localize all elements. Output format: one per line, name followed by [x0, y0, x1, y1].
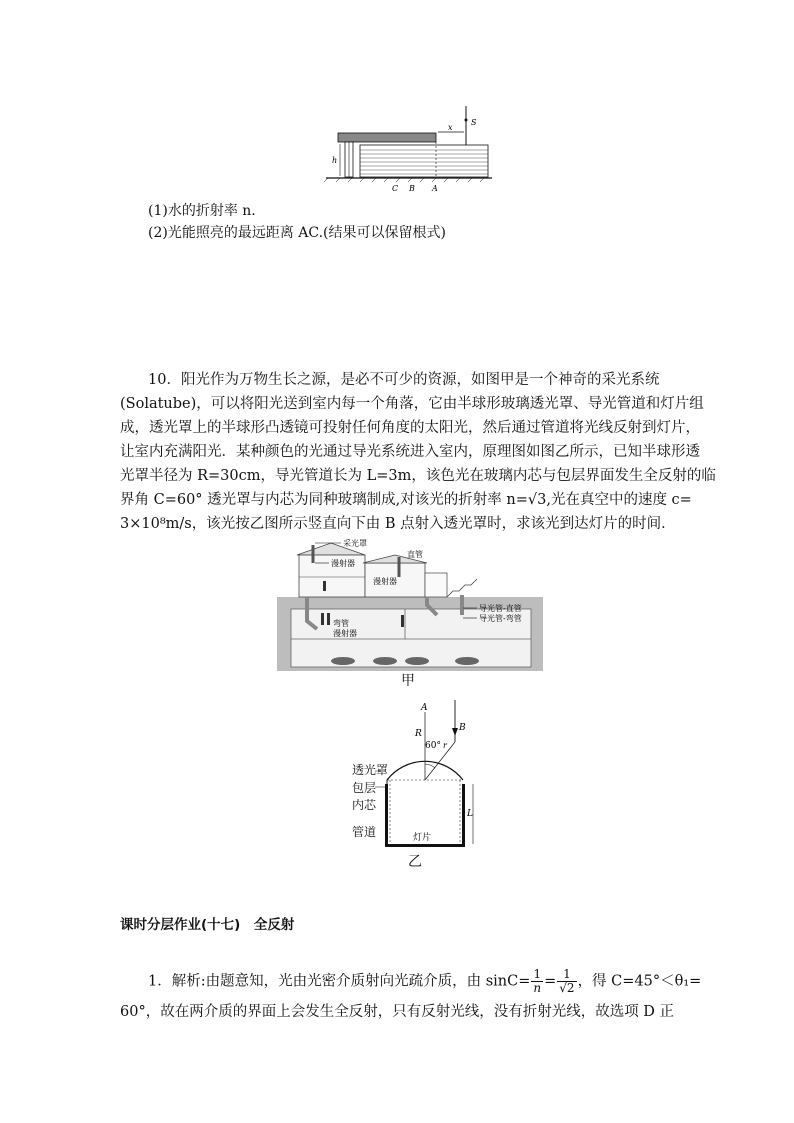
label-B: B: [409, 184, 415, 193]
label-dengpian: 灯片: [413, 833, 432, 843]
caption-yi: 乙: [408, 854, 422, 870]
label-h: h: [332, 156, 338, 165]
label-caiguangzhao: 采光罩: [343, 539, 367, 548]
q10-line-6: 界角 C=60° 透光罩与内芯为同种玻璃制成,对该光的折射率 n=√3,光在真空中的速度 c=: [120, 492, 692, 508]
q10-line-2: (Solatube)，可以将阳光送到室内每一个角落，它由半球形玻璃透光罩、导光管道和灯片组: [120, 396, 704, 412]
label-R: R: [415, 729, 422, 739]
tube-right-wall: [462, 784, 465, 844]
answer1-line1: 1．解析:由题意知，光由光密介质射向光疏介质，由 sinC= $\frac{1}{n}$ = $\frac{1}{√2}$ ，得 C=45°＜θ₁=: [148, 967, 702, 995]
fraction-1-over-n: $\frac{1}{n}$: [533, 967, 542, 995]
label-wanguan: 弯管: [333, 619, 349, 628]
label-manshe-1: 漫射器: [331, 559, 355, 568]
q10-line-1: 10．阳光作为万物生长之源，是必不可少的资源，如图甲是一个神奇的采光系统: [148, 372, 660, 388]
label-A: A: [421, 703, 428, 713]
answer1-line2: 60°，故在两介质的界面上会发生全反射，只有反射光线，没有折射光线，故选项 D 正: [120, 1004, 675, 1020]
tube-left-wall: [385, 784, 388, 844]
pool-figure: [320, 100, 500, 195]
label-B: B: [459, 723, 466, 733]
label-manshe-3: 漫射器: [333, 629, 357, 638]
q9-part2: (2)光能照亮的最远距离 AC.(结果可以保留根式): [148, 225, 446, 241]
source-point: [465, 119, 468, 122]
label-daoguan-wan: 导光管-弯管: [479, 614, 522, 623]
q9-part1: (1)水的折射率 n.: [148, 203, 256, 219]
section-title: 课时分层作业(十七) 全反射: [120, 917, 295, 933]
q10-line-4: 让室内充满阳光．某种颜色的光通过导光系统进入室内，原理图如图乙所示，已知半球形透: [120, 444, 700, 460]
fraction-1-over-sqrt2: $\frac{1}{√2}$: [559, 967, 575, 995]
label-x: x: [448, 123, 453, 132]
label-S: S: [471, 118, 477, 127]
lamp-panel: [385, 844, 465, 847]
label-manshe-2: 漫射器: [373, 577, 397, 586]
label-neixin: 内芯: [352, 798, 377, 812]
label-touguangzhao: 透光罩: [352, 763, 389, 777]
label-angle: 60°: [425, 741, 441, 751]
q10-line-5: 光罩半径为 R=30cm，导光管道长为 L=3m，该色光在玻璃内芯与包层界面发生全反射的临: [120, 468, 716, 484]
caption-jia: 甲: [401, 673, 415, 689]
label-A: A: [432, 184, 438, 193]
label-C: C: [392, 184, 399, 193]
q10-line-7: 3×10⁸m/s，该光按乙图所示竖直向下由 B 点射入透光罩时，求该光到达灯片的时间．: [120, 516, 676, 532]
q10-line-3: 成，透光罩上的半球形凸透镜可投射任何角度的太阳光，然后通过管道将光线反射到灯片，: [120, 420, 700, 436]
label-daoguan-zhi: 导光管-直管: [479, 604, 522, 613]
label-r: r: [443, 741, 447, 750]
cover-board: [338, 133, 436, 142]
label-guandao: 管道: [352, 825, 377, 839]
label-zhiguan: 直管: [407, 550, 423, 559]
solatube-building-figure: [277, 533, 543, 671]
label-L: L: [467, 809, 473, 819]
label-baoceng: 包层: [352, 781, 377, 795]
